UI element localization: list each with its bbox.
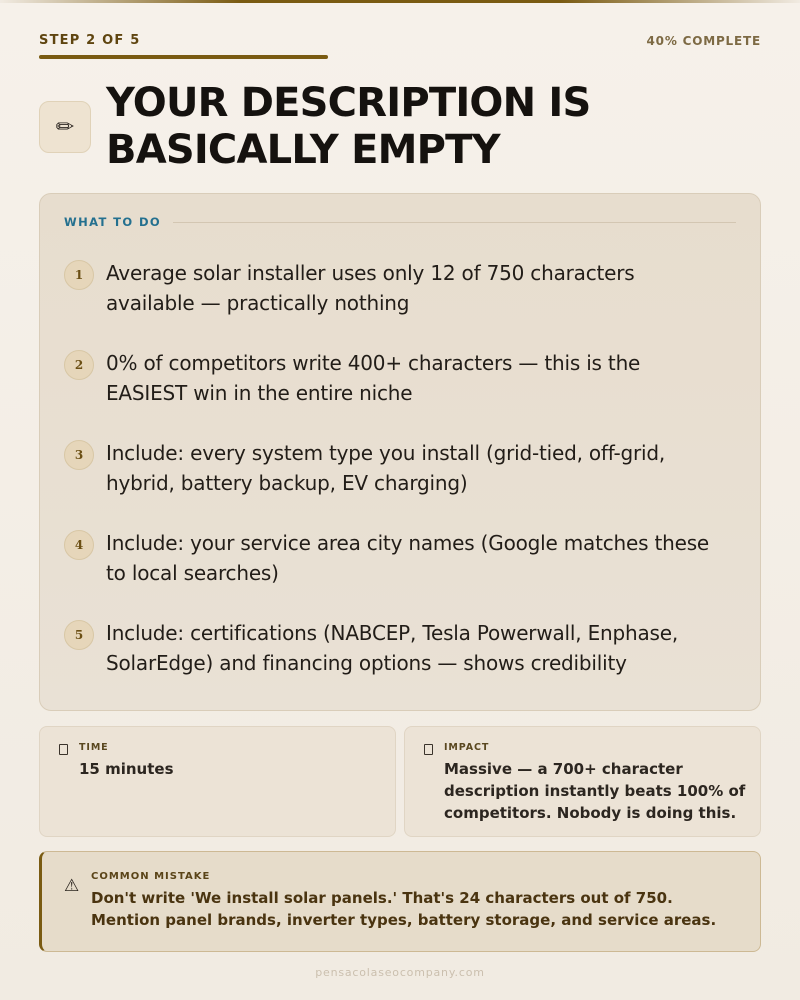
pencil-icon: ✏ xyxy=(39,101,91,153)
step-number-badge: 4 xyxy=(64,530,94,560)
impact-value: Massive — a 700+ character description instantly beats 100% of competitors. Nobody is doing this. xyxy=(444,760,746,822)
chart-icon xyxy=(424,744,433,755)
impact-card xyxy=(404,726,761,837)
time-card xyxy=(39,726,396,837)
page-title-line-1: YOUR DESCRIPTION IS xyxy=(106,80,591,126)
what-to-do-header xyxy=(64,215,736,229)
step-text: 0% of competitors write 400+ characters — this is the EASIEST win in the entire niche xyxy=(106,351,641,405)
footer-domain: pensacolaseocompany.com xyxy=(315,966,485,979)
step-text: Include: every system type you install (grid-tied, off-grid, hybrid, battery backup, EV charging) xyxy=(106,441,666,495)
what-to-do-heading: WHAT TO DO xyxy=(64,215,162,229)
step-item xyxy=(64,618,726,678)
step-text: Average solar installer uses only 12 of 750 characters available — practically nothing xyxy=(106,261,635,315)
clock-icon xyxy=(59,744,68,755)
progress-bar-fill xyxy=(39,55,328,59)
warning-icon: ⚠ xyxy=(64,876,80,896)
mistake-label: COMMON MISTAKE xyxy=(91,871,211,882)
time-value: 15 minutes xyxy=(79,760,174,778)
step-indicator: STEP 2 OF 5 xyxy=(39,33,141,48)
step-item xyxy=(64,528,726,588)
page-title xyxy=(106,80,766,174)
top-accent-bar xyxy=(0,0,800,3)
step-item xyxy=(64,348,726,408)
common-mistake-callout xyxy=(39,851,761,952)
step-number-badge: 3 xyxy=(64,440,94,470)
step-item xyxy=(64,258,726,318)
section-divider xyxy=(173,222,736,223)
step-number-badge: 2 xyxy=(64,350,94,380)
step-text: Include: your service area city names (Google matches these to local searches) xyxy=(106,531,710,585)
step-item xyxy=(64,438,726,498)
progress-bar xyxy=(39,55,761,59)
progress-percent: 40% COMPLETE xyxy=(646,34,761,48)
impact-label: IMPACT xyxy=(444,742,490,753)
what-to-do-card xyxy=(39,193,761,711)
page-title-line-2: BASICALLY EMPTY xyxy=(106,127,500,173)
mistake-text: Don't write 'We install solar panels.' That's 24 characters out of 750. Mention panel brands, inverter types, battery storage, and service areas. xyxy=(91,889,717,929)
time-label: TIME xyxy=(79,742,109,753)
step-number-badge: 1 xyxy=(64,260,94,290)
step-number-badge: 5 xyxy=(64,620,94,650)
step-text: Include: certifications (NABCEP, Tesla Powerwall, Enphase, SolarEdge) and financing options — shows credibility xyxy=(106,621,678,675)
